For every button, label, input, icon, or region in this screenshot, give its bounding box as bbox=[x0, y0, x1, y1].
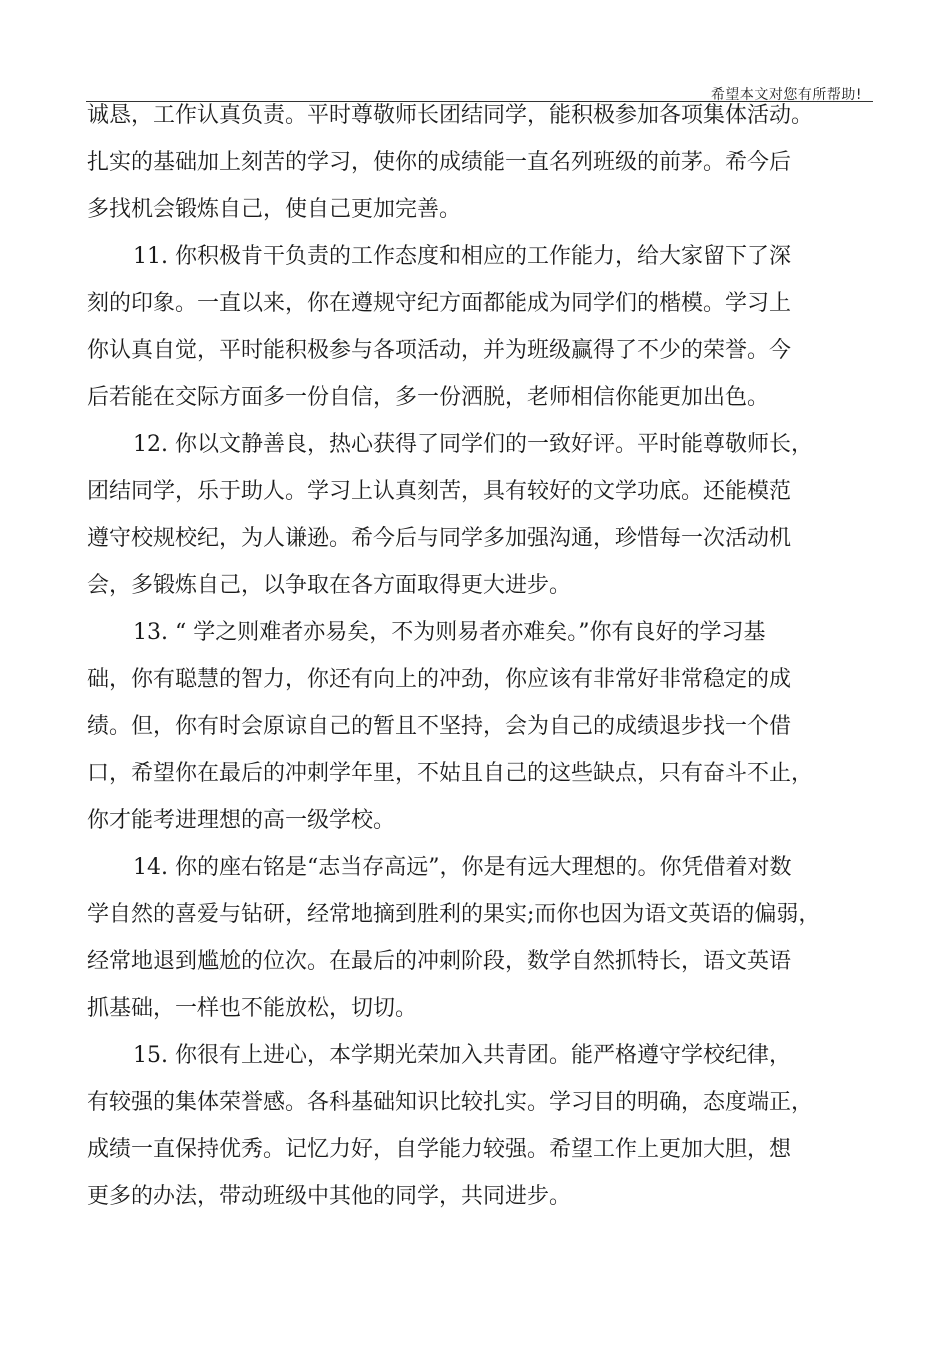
text-line: 口，希望你在最后的冲刺学年里，不姑且自己的这些缺点，只有奋斗不止， bbox=[87, 761, 814, 786]
text-line: 遵守校规校纪，为人谦逊。希今后与同学多加强沟通，珍惜每一次活动机 bbox=[87, 526, 792, 551]
paragraph-12 bbox=[87, 421, 861, 609]
paragraph-continuation bbox=[87, 92, 861, 233]
text-line: 扎实的基础加上刻苦的学习，使你的成绩能一直名列班级的前茅。希今后 bbox=[87, 150, 792, 175]
text-line: 会，多锻炼自己，以争取在各方面取得更大进步。 bbox=[87, 573, 572, 598]
paragraph-11 bbox=[87, 233, 861, 421]
text-line: 15. 你很有上进心，本学期光荣加入共青团。能严格遵守学校纪律， bbox=[133, 1043, 791, 1068]
text-line: 成绩一直保持优秀。记忆力好，自学能力较强。希望工作上更加大胆，想 bbox=[87, 1137, 792, 1162]
text-line: 更多的办法，带动班级中其他的同学，共同进步。 bbox=[87, 1184, 572, 1209]
text-line: 你才能考进理想的高一级学校。 bbox=[87, 808, 396, 833]
text-line: 14. 你的座右铭是“志当存高远”，你是有远大理想的。你凭借着对数 bbox=[133, 855, 792, 880]
text-line: 刻的印象。一直以来，你在遵规守纪方面都能成为同学们的楷模。学习上 bbox=[87, 291, 792, 316]
header-note: 希望本文对您有所帮助! bbox=[710, 87, 862, 103]
text-line: 学自然的喜爱与钻研，经常地摘到胜利的果实;而你也因为语文英语的偏弱， bbox=[87, 902, 821, 927]
paragraph-14 bbox=[87, 844, 861, 1032]
text-line: 经常地退到尴尬的位次。在最后的冲刺阶段，数学自然抓特长，语文英语 bbox=[87, 949, 792, 974]
text-line: 13. “ 学之则难者亦易矣，不为则易者亦难矣。”你有良好的学习基 bbox=[133, 620, 766, 645]
text-line: 你认真自觉，平时能积极参与各项活动，并为班级赢得了不少的荣誉。今 bbox=[87, 338, 792, 363]
document-body bbox=[87, 92, 861, 1220]
paragraph-15 bbox=[87, 1032, 861, 1220]
text-line: 后若能在交际方面多一份自信，多一份洒脱，老师相信你能更加出色。 bbox=[87, 385, 770, 410]
text-line: 抓基础，一样也不能放松，切切。 bbox=[87, 996, 418, 1021]
text-line: 诚恳，工作认真负责。平时尊敬师长团结同学，能积极参加各项集体活动。 bbox=[87, 103, 814, 128]
text-line: 有较强的集体荣誉感。各科基础知识比较扎实。学习目的明确，态度端正， bbox=[87, 1090, 814, 1115]
text-line: 团结同学，乐于助人。学习上认真刻苦，具有较好的文学功底。还能模范 bbox=[87, 479, 792, 504]
text-line: 础，你有聪慧的智力，你还有向上的冲劲，你应该有非常好非常稳定的成 bbox=[87, 667, 792, 692]
text-line: 多找机会锻炼自己，使自己更加完善。 bbox=[87, 197, 462, 222]
paragraph-13 bbox=[87, 609, 861, 844]
text-line: 11. 你积极肯干负责的工作态度和相应的工作能力，给大家留下了深 bbox=[133, 244, 791, 269]
text-line: 12. 你以文静善良，热心获得了同学们的一致好评。平时能尊敬师长， bbox=[133, 432, 813, 457]
text-line: 绩。但，你有时会原谅自己的暂且不坚持，会为自己的成绩退步找一个借 bbox=[87, 714, 792, 739]
